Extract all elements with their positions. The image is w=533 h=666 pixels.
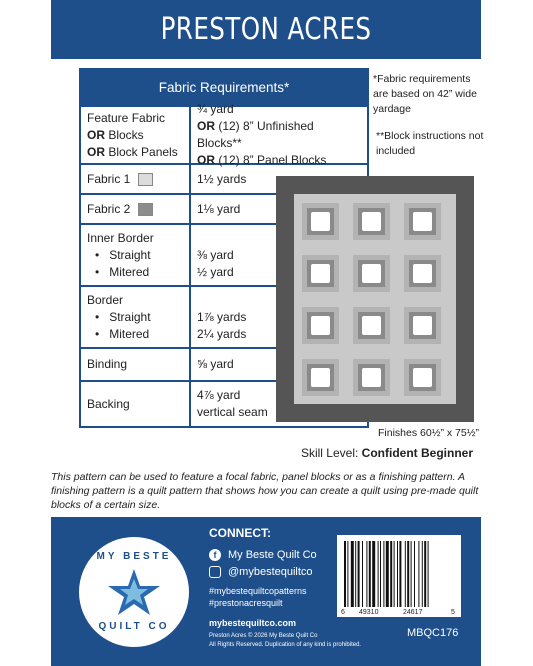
quilt-block <box>404 203 441 240</box>
skill-level: Skill Level: Confident Beginner <box>300 446 473 460</box>
quilt-block <box>302 255 339 292</box>
row-label: Fabric 1 <box>81 165 191 193</box>
quilt-block <box>353 255 390 292</box>
table-header: Fabric Requirements* <box>81 70 367 105</box>
star-icon <box>104 567 164 617</box>
quilt-block <box>302 203 339 240</box>
quilt-block <box>353 359 390 396</box>
finished-size: Finishes 60½” x 75½” <box>378 427 479 439</box>
facebook-icon: f <box>209 549 221 561</box>
quilt-block <box>302 307 339 344</box>
pattern-title: PRESTON ACRES <box>160 12 372 47</box>
copyright: Preston Acres © 2026 My Beste Quilt Co All Rights Reserved. Duplication of any kind is prohibited. <box>209 633 362 648</box>
brand-logo: MY BESTE QUILT CO <box>79 537 189 647</box>
hashtags: #mybestequiltcopatterns #prestonacresquilt <box>209 586 307 608</box>
row-value: 4⅞ yard vertical seam <box>197 388 268 419</box>
row-label: Border • Straight • Mitered <box>81 287 191 347</box>
quilt-block <box>404 255 441 292</box>
yardage-note: *Fabric requirements are based on 42” wide yardage <box>373 73 477 115</box>
fabric-1-swatch <box>138 173 153 186</box>
row-value: 1½ yards <box>197 171 247 186</box>
row-value: ⅜ yard ½ yard <box>197 247 234 279</box>
row-value: 1⅛ yard <box>197 201 241 216</box>
row-value: ¾ yard OR (12) 8” Unfinished Blocks** OR (12) 8” Panel Blocks <box>197 102 327 167</box>
quilt-block <box>404 359 441 396</box>
quilt-block <box>353 203 390 240</box>
quilt-center <box>294 194 456 404</box>
instagram-icon <box>209 566 221 578</box>
quilt-block <box>404 307 441 344</box>
barcode: 6 49310 24617 5 <box>337 535 461 617</box>
block-note: **Block instructions not included <box>376 130 484 157</box>
row-label: Fabric 2 <box>81 195 191 223</box>
table-row <box>81 102 367 167</box>
instagram-link[interactable]: @mybestequiltco <box>209 566 313 578</box>
connect-heading: CONNECT: <box>209 526 271 540</box>
row-label: Binding <box>81 349 191 380</box>
row-label: Inner Border • Straight • Mitered <box>81 225 191 285</box>
website-link[interactable]: mybestequiltco.com <box>209 618 297 628</box>
row-label: Feature Fabric OR Blocks OR Block Panels <box>81 107 191 163</box>
fabric-2-swatch <box>138 203 153 216</box>
product-code: MBQC176 <box>407 627 459 639</box>
row-value: 1⅞ yards 2¼ yards <box>197 309 247 341</box>
quilt-block <box>353 307 390 344</box>
row-label: Backing <box>81 382 191 426</box>
quilt-block <box>302 359 339 396</box>
barcode-bars <box>344 541 454 607</box>
pattern-description: This pattern can be used to feature a focal fabric, panel blocks or as a finishing pattern. A finishing pattern is a quilt pattern that shows how you can create a quilt using pre-made quilt blocks of a certain size. <box>51 471 479 511</box>
quilt-illustration <box>276 176 474 422</box>
row-value: ⅝ yard <box>197 357 234 371</box>
facebook-link[interactable]: f My Beste Quilt Co <box>209 549 317 561</box>
